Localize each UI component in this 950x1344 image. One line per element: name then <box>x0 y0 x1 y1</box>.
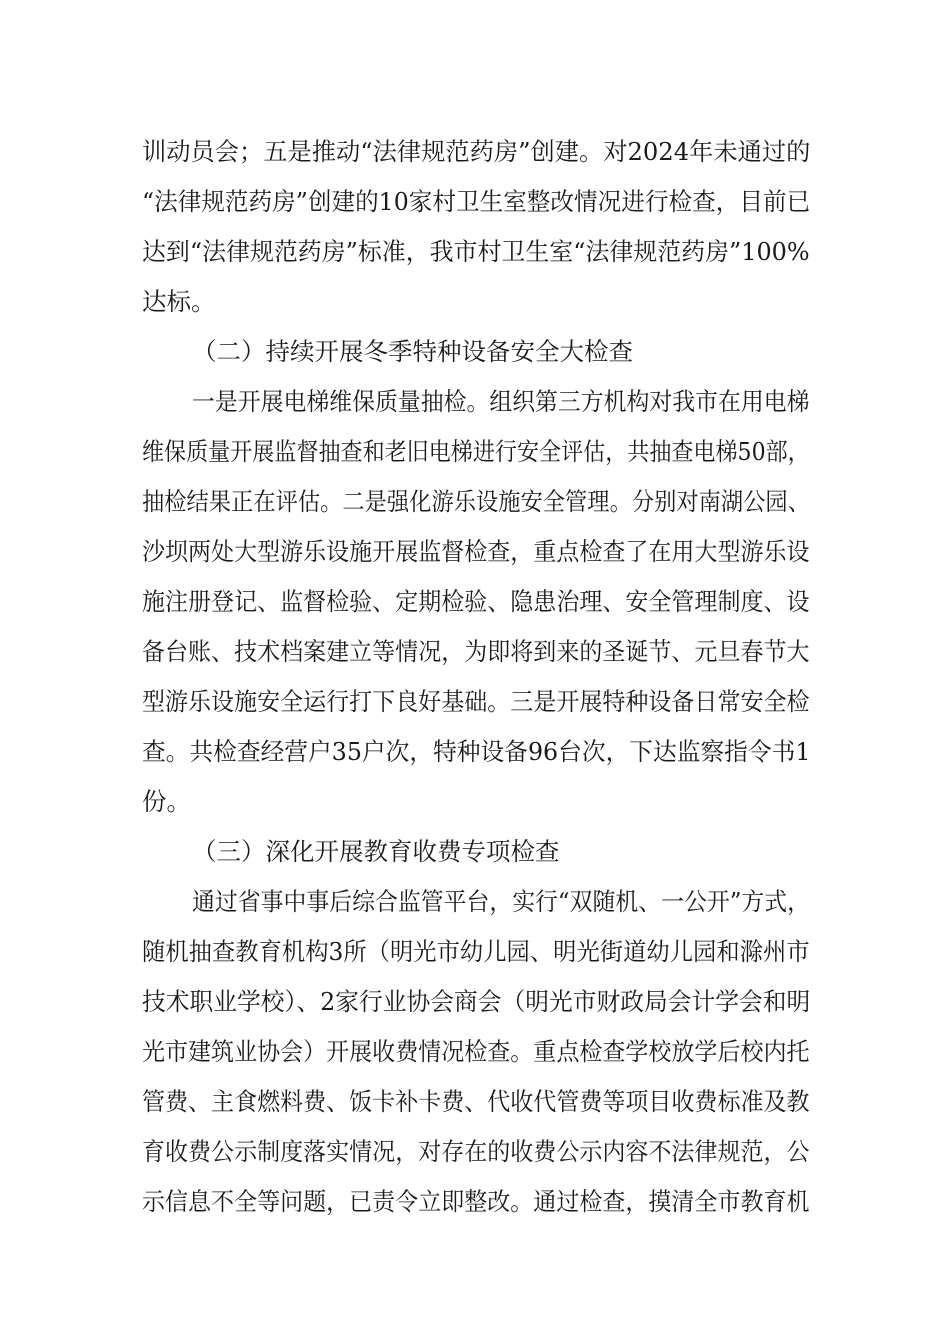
section-heading: （二）持续开展冬季特种设备安全大检查 <box>192 337 633 366</box>
paragraph-line: 示信息不全等问题，已责令立即整改。通过检查，摸清全市教育机 <box>142 1187 810 1216</box>
paragraph-line: 型游乐设施安全运行打下良好基础。三是开展特种设备日常安全检 <box>142 687 810 716</box>
paragraph-line: 维保质量开展监督抽查和老旧电梯进行安全评估，共抽查电梯50部， <box>142 437 810 466</box>
paragraph-line: 份。 <box>142 787 191 816</box>
paragraph-line: 随机抽查教育机构3所（明光市幼儿园、明光街道幼儿园和滁州市 <box>142 937 810 966</box>
paragraph-line: 管费、主食燃料费、饭卡补卡费、代收代管费等项目收费标准及教 <box>142 1087 810 1116</box>
paragraph-line: 一是开展电梯维保质量抽检。组织第三方机构对我市在用电梯 <box>192 387 810 416</box>
section-heading: （三）深化开展教育收费专项检查 <box>192 837 560 866</box>
paragraph-line: 备台账、技术档案建立等情况，为即将到来的圣诞节、元旦春节大 <box>142 637 810 666</box>
paragraph-line: 光市建筑业协会）开展收费情况检查。重点检查学校放学后校内托 <box>142 1037 810 1066</box>
paragraph-line: 训动员会；五是推动“法律规范药房”创建。对2024年未通过的 <box>142 137 811 166</box>
paragraph-line: 达标。 <box>142 287 216 316</box>
paragraph-line: 育收费公示制度落实情况，对存在的收费公示内容不法律规范，公 <box>142 1137 810 1166</box>
paragraph-line: 达到“法律规范药房”标准，我市村卫生室“法律规范药房”100% <box>142 237 810 266</box>
paragraph-line: 沙坝两处大型游乐设施开展监督检查，重点检查了在用大型游乐设 <box>142 537 810 566</box>
paragraph-line: “法律规范药房”创建的10家村卫生室整改情况进行检查，目前已 <box>142 187 811 216</box>
paragraph-line: 技术职业学校）、2家行业协会商会（明光市财政局会计学会和明 <box>142 987 811 1016</box>
paragraph-line: 抽检结果正在评估。二是强化游乐设施安全管理。分别对南湖公园、 <box>142 487 810 516</box>
paragraph-line: 通过省事中事后综合监管平台，实行“双随机、一公开”方式， <box>192 887 811 916</box>
paragraph-line: 查。共检查经营户35户次，特种设备96台次，下达监察指令书1 <box>142 737 811 766</box>
paragraph-line: 施注册登记、监督检验、定期检验、隐患治理、安全管理制度、设 <box>142 587 810 616</box>
